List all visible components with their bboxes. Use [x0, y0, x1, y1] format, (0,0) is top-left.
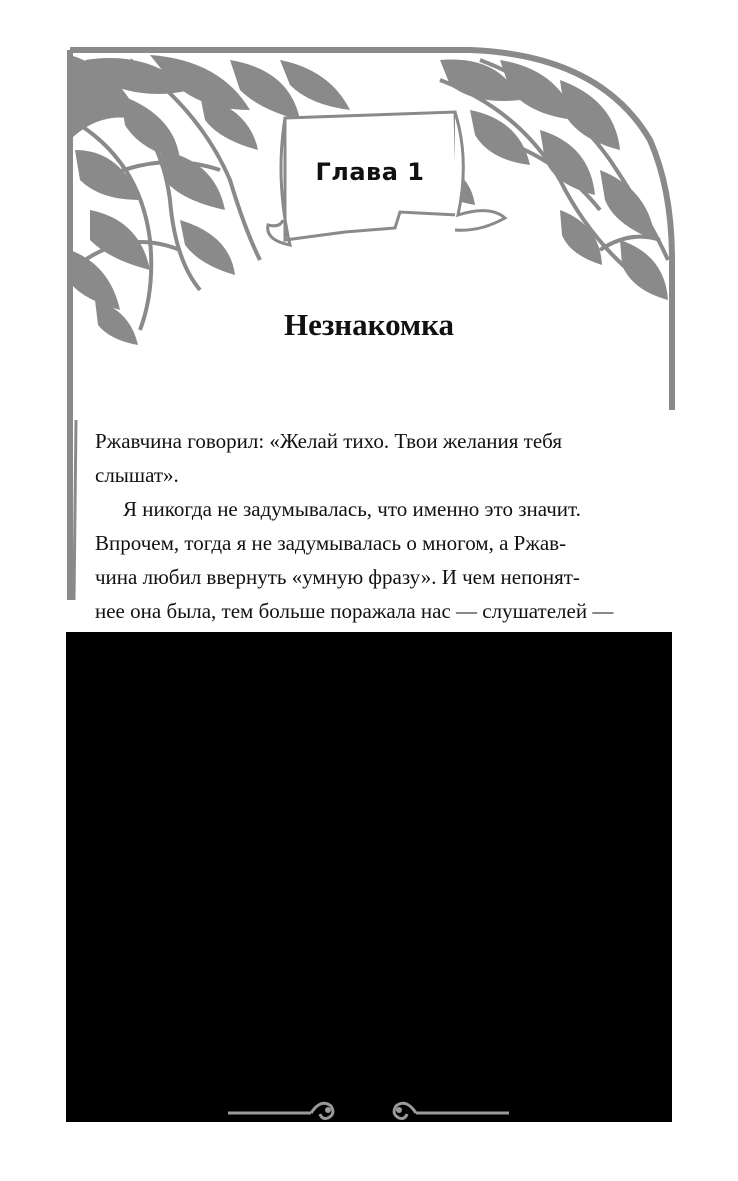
redaction-block [66, 632, 672, 1122]
text-line: Впрочем, тогда я не задумывалась о многом, а Ржав- [95, 531, 567, 555]
text-line: чина любил ввернуть «умную фразу». И чем непонят- [95, 565, 580, 589]
text-line: Ржавчина говорил: «Желай тихо. Твои желания тебя [95, 429, 562, 453]
chapter-number-label: Глава 1 [315, 158, 425, 186]
body-text [95, 424, 645, 662]
text-line: слышат». [95, 463, 179, 487]
bottom-flourish-ornament [66, 1092, 672, 1132]
chapter-title: Незнакомка [283, 307, 455, 342]
text-line: Я никогда не задумывалась, что именно это значит. [123, 497, 581, 521]
text-line: нее она была, тем больше поражала нас — слушателей — [95, 599, 614, 623]
